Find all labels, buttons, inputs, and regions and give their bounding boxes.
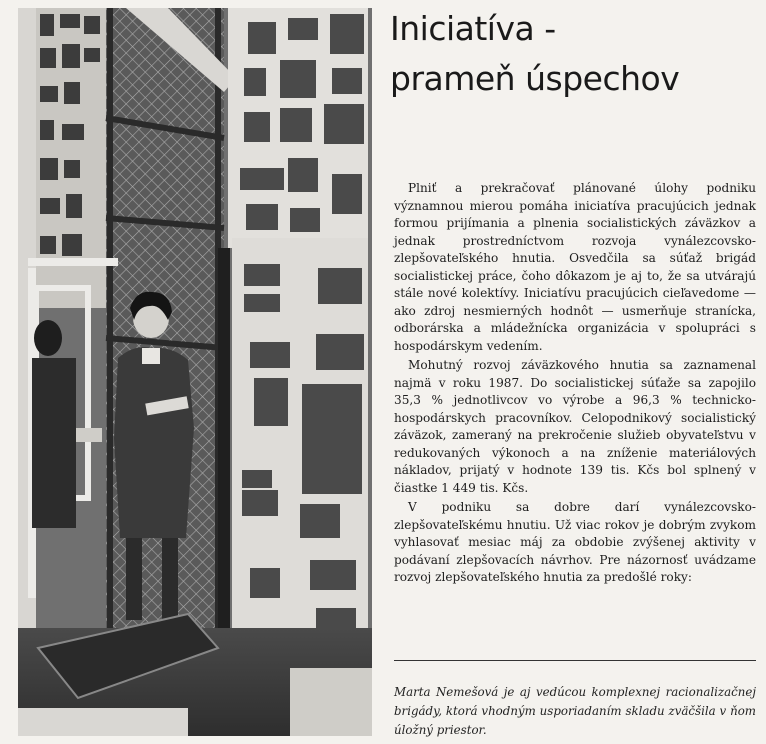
photo-caption: Marta Nemešová je aj vedúcou komplexnej racionalizačnej brigády, ktorá vhodným usporiadaním skladu zväčšila v ňom úložný priestor. — [394, 685, 756, 737]
caption-divider — [394, 660, 756, 661]
title-line-1: Iniciatíva - — [390, 9, 556, 48]
article-title — [390, 4, 760, 104]
title-line-2: prameň úspechov — [390, 59, 680, 98]
paragraph-3: V podniku sa dobre darí vynálezcovsko-zlepšovateľskému hnutiu. Už viac rokov je dobrým zvykom vyhlasovať mesiac máj za obdobie zvýšenej aktivity v podávaní zlepšovacích návrhov. Pre názornosť uvádzame rozvoj zlepšovateľského hnutia za predošlé roky: — [394, 500, 756, 584]
paragraph-2: Mohutný rozvoj záväzkového hnutia sa zaznamenal najmä v roku 1987. Do socialistickej súťaže sa zapojilo 35,3 % jednotlivcov vo výrobe a 96,3 % technicko-hospodárskych pracovníkov. Celopodnikový socialistický záväzok, zameraný na prekročenie služieb obyvateľstvu v redukovaných výkonoch a na zníženie materiálových nákladov, prijatý v hodnote 139 tis. Kčs bol splnený v čiastke 1 449 tis. Kčs. — [394, 358, 756, 495]
paragraph-1: Plniť a prekračovať plánované úlohy podniku významnou mierou pomáha iniciatíva pracujúcich jednak formou prijímania a plnenia socialistických záväzkov a jednak prostredníctvom rozvoja vynálezcovsko-zlepšovateľského hnutia. Osvedčila sa súťaž brigád socialistickej práce, čoho dôkazom je aj to, že sa utvárajú stále nové kolektívy. Iniciatívu pracujúcich cieľavedome — ako zdroj nesmierných hodnôt — usmerňuje stranícka, odborárska a mládežnícka organizácia v spolupráci s hospodárskym vedením. — [394, 181, 756, 353]
article-photo — [18, 8, 372, 736]
article-body — [394, 180, 756, 589]
